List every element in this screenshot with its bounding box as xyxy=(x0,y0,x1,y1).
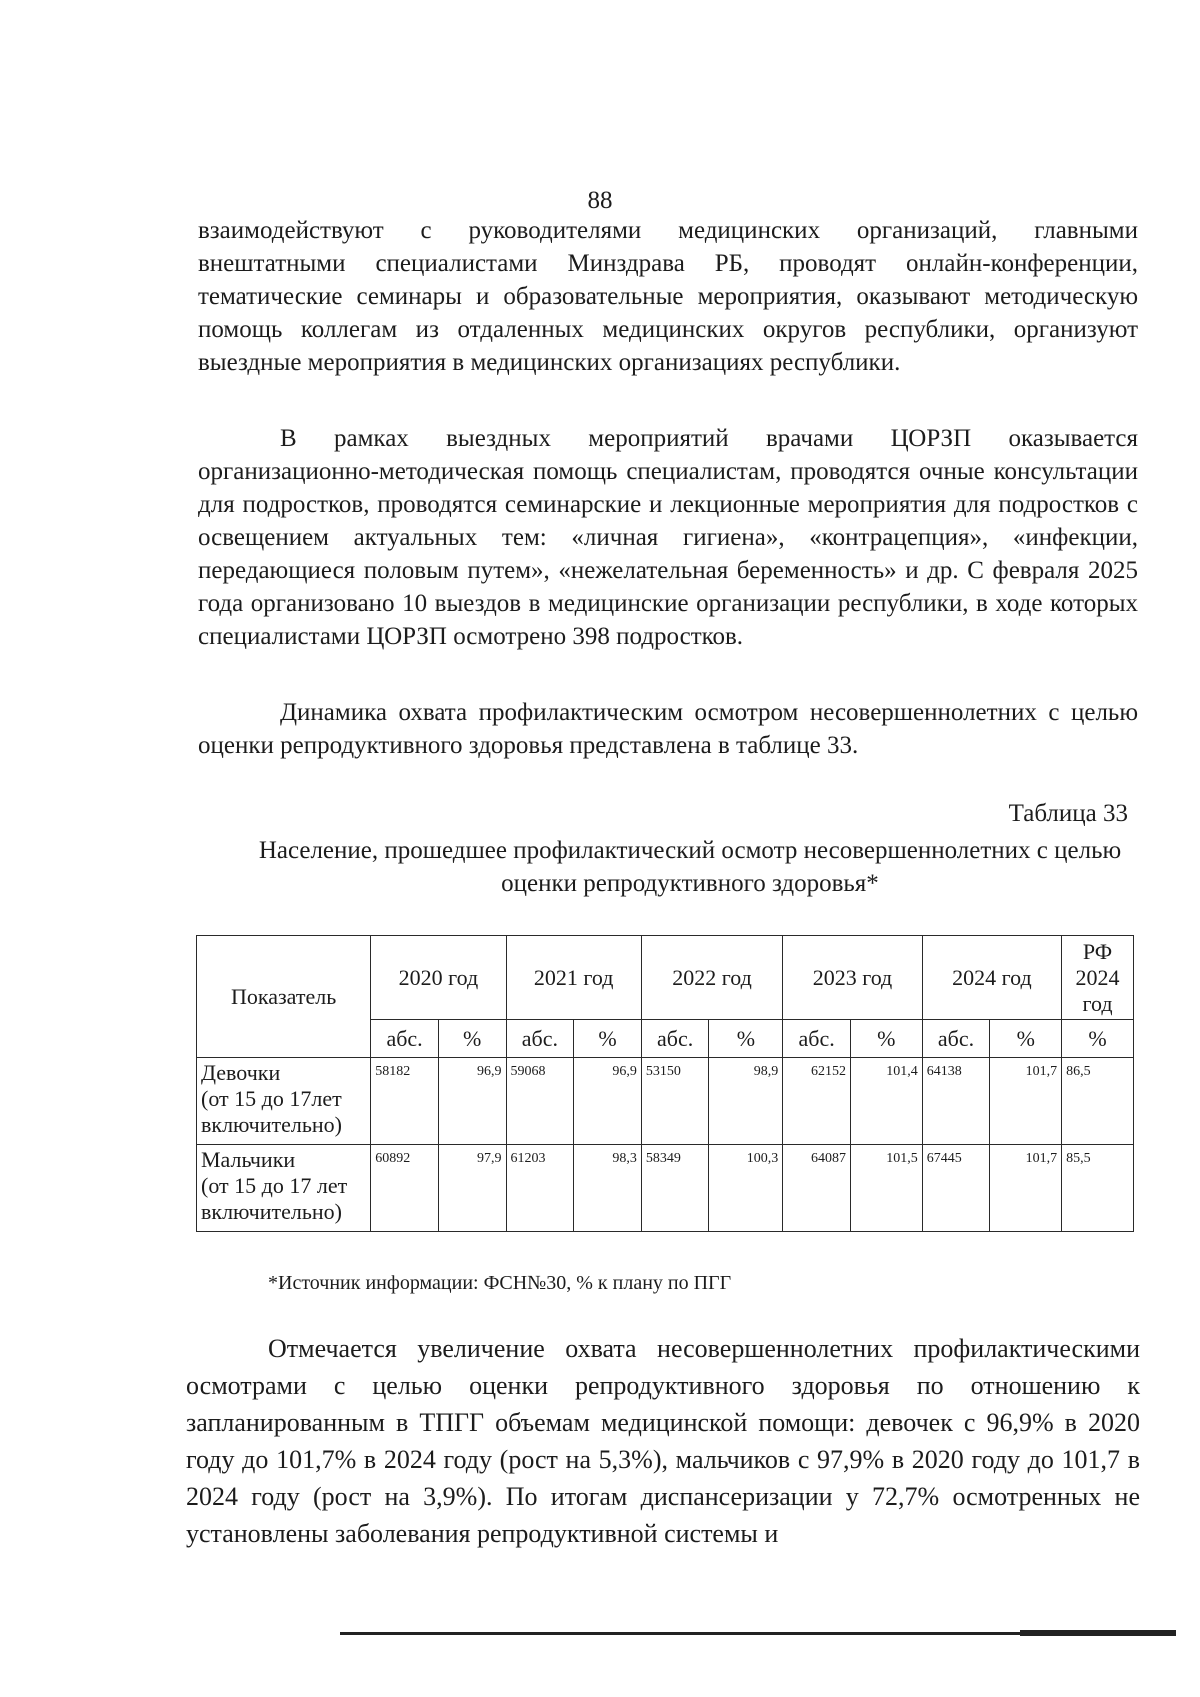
cell-pct: 97,9 xyxy=(438,1145,506,1232)
header-indicator: Показатель xyxy=(197,936,371,1058)
row-label-line: (от 15 до 17лет xyxy=(201,1086,342,1111)
header-rf-line: РФ xyxy=(1082,938,1113,964)
subheader-abs: абс. xyxy=(641,1020,709,1058)
cell-abs: 53150 xyxy=(641,1058,709,1145)
header-year: 2022 год xyxy=(641,936,782,1020)
cell-pct: 96,9 xyxy=(574,1058,642,1145)
paragraph-4: Отмечается увеличение охвата несовершеннолетних профилактическими осмотрами с целью оценки репродуктивного здоровья по отношению к запланированным в ТПГГ объемам медицинской помощи: девочек с 96,9% в 2020 году до 101,7% в 2024 году (рост на 5,3%), мальчиков с 97,9% в 2020 году до 101,7 в 2024 году (рост на 3,9%). По итогам диспансеризации у 72,7% осмотренных не установлены заболевания репродуктивной системы и xyxy=(186,1334,1140,1548)
subheader-pct: % xyxy=(709,1020,783,1058)
subheader-pct: % xyxy=(850,1020,922,1058)
cell-abs: 67445 xyxy=(922,1145,990,1232)
header-rf xyxy=(1062,936,1134,1020)
row-label-line: Девочки xyxy=(201,1060,281,1085)
subheader-pct: % xyxy=(1062,1020,1134,1058)
cell-pct: 101,5 xyxy=(850,1145,922,1232)
cell-pct: 98,3 xyxy=(574,1145,642,1232)
cell-pct: 98,9 xyxy=(709,1058,783,1145)
paragraph-3: Динамика охвата профилактическим осмотром несовершеннолетних с целью оценки репродуктивного здоровья представлена в таблице 33. xyxy=(198,699,1138,759)
cell-abs: 60892 xyxy=(371,1145,439,1232)
subheader-abs: абс. xyxy=(371,1020,439,1058)
subheader-pct: % xyxy=(990,1020,1062,1058)
row-label xyxy=(197,1145,371,1232)
header-year: 2021 год xyxy=(506,936,641,1020)
row-label-line: Мальчики xyxy=(201,1147,296,1172)
header-year: 2023 год xyxy=(783,936,922,1020)
cell-abs: 61203 xyxy=(506,1145,574,1232)
paragraph-1: взаимодействуют с руководителями медицинских организаций, главными внештатными специалистами Минздрава РБ, проводят онлайн-конференции, тематические семинары и образовательные мероприятия, оказывают методическую помощь коллегам из отдаленных медицинских округов республики, организуют выездные мероприятия в медицинских организациях республики. xyxy=(198,217,1138,376)
cell-pct: 100,3 xyxy=(709,1145,783,1232)
subheader-pct: % xyxy=(438,1020,506,1058)
header-rf-line: 2024 xyxy=(1075,964,1120,990)
row-label-line: включительно) xyxy=(201,1199,342,1224)
cell-pct: 101,4 xyxy=(850,1058,922,1145)
cell-pct: 101,7 xyxy=(990,1145,1062,1232)
cell-abs: 58182 xyxy=(371,1058,439,1145)
subheader-abs: абс. xyxy=(783,1020,851,1058)
row-label xyxy=(197,1058,371,1145)
paragraph-2: В рамках выездных мероприятий врачами ЦОРЗП оказывается организационно-методическая помощь специалистам, проводятся очные консультации для подростков, проводятся семинарские и лекционные мероприятия для подростков с освещением актуальных тем: «личная гигиена», «контрацепция», «инфекции, передающиеся половым путем», «нежелательная беременность» и др. С февраля 2025 года организовано 10 выездов в медицинские организации республики, в ходе которых специалистами ЦОРЗП осмотрено 398 подростков. xyxy=(198,425,1138,650)
cell-pct: 101,7 xyxy=(990,1058,1062,1145)
table-footnote: *Источник информации: ФСН№30, % к плану по ПГГ xyxy=(268,1272,732,1294)
page-number: 88 xyxy=(587,187,613,214)
cell-abs: 64138 xyxy=(922,1058,990,1145)
cell-abs: 58349 xyxy=(641,1145,709,1232)
data-table xyxy=(196,935,1134,1232)
table-title: Население, прошедшее профилактический осмотр несовершеннолетних с целью оценки репродуктивного здоровья* xyxy=(258,837,1122,897)
header-rf-line: год xyxy=(1082,990,1113,1016)
row-label-line: включительно) xyxy=(201,1112,342,1137)
cell-abs: 59068 xyxy=(506,1058,574,1145)
table-label: Таблица 33 xyxy=(1008,800,1128,827)
bottom-divider-thick xyxy=(1020,1630,1176,1636)
subheader-pct: % xyxy=(574,1020,642,1058)
row-label-line: (от 15 до 17 лет xyxy=(201,1173,348,1198)
cell-rf: 86,5 xyxy=(1062,1058,1134,1145)
table-row xyxy=(197,1145,1134,1232)
cell-abs: 64087 xyxy=(783,1145,851,1232)
subheader-abs: абс. xyxy=(922,1020,990,1058)
header-year: 2024 год xyxy=(922,936,1061,1020)
cell-abs: 62152 xyxy=(783,1058,851,1145)
table-row xyxy=(197,1058,1134,1145)
header-year: 2020 год xyxy=(371,936,506,1020)
cell-pct: 96,9 xyxy=(438,1058,506,1145)
cell-rf: 85,5 xyxy=(1062,1145,1134,1232)
subheader-abs: абс. xyxy=(506,1020,574,1058)
